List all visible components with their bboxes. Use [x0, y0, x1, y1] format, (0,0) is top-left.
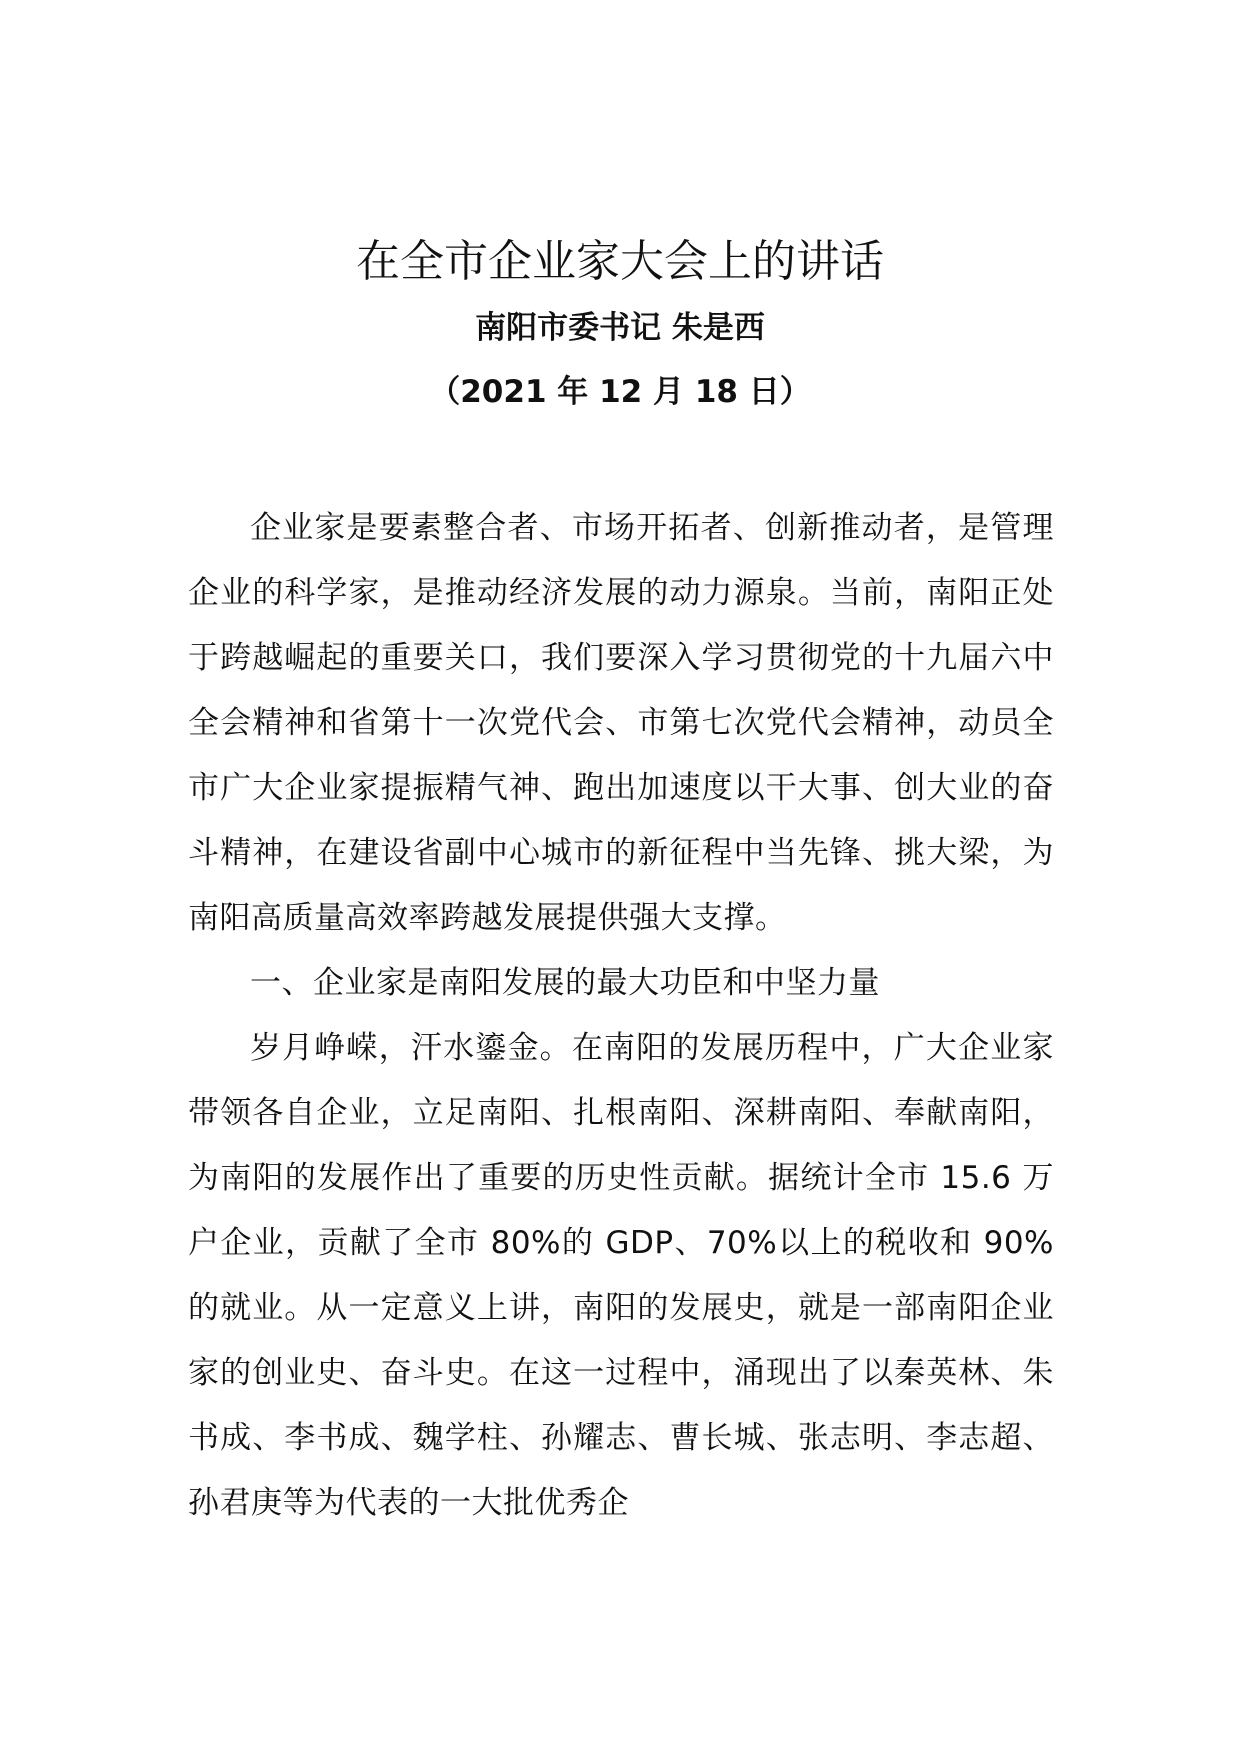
document-title: 在全市企业家大会上的讲话	[356, 236, 884, 287]
section-heading: 一、企业家是南阳发展的最大功臣和中坚力量	[250, 965, 880, 1001]
document-body	[188, 496, 1054, 1536]
date-line: （2021 年 12 月 18 日）	[429, 374, 811, 410]
author-line: 南阳市委书记 朱是西	[475, 310, 765, 346]
intro-paragraph: 企业家是要素整合者、市场开拓者、创新推动者，是管理企业的科学家，是推动经济发展的动力源泉。当前，南阳正处于跨越崛起的重要关口，我们要深入学习贯彻党的十九届六中全会精神和省第十一次党代会、市第七次党代会精神，动员全市广大企业家提振精气神、跑出加速度以干大事、创大业的奋斗精神，在建设省副中心城市的新征程中当先锋、挑大梁，为南阳高质量高效率跨越发展提供强大支撑。	[188, 510, 1054, 936]
body-paragraph: 岁月峥嵘，汗水鎏金。在南阳的发展历程中，广大企业家带领各自企业，立足南阳、扎根南阳、深耕南阳、奉献南阳，为南阳的发展作出了重要的历史性贡献。据统计全市 15.6 万户企业，贡献了全市 80%的 GDP、70%以上的税收和 90%的就业。从一定意义上讲，南阳的发展史，就是一部南阳企业家的创业史、奋斗史。在这一过程中，涌现出了以秦英林、朱书成、李书成、魏学柱、孙耀志、曹长城、张志明、李志超、孙君庚等为代表的一大批优秀企	[188, 1030, 1054, 1521]
